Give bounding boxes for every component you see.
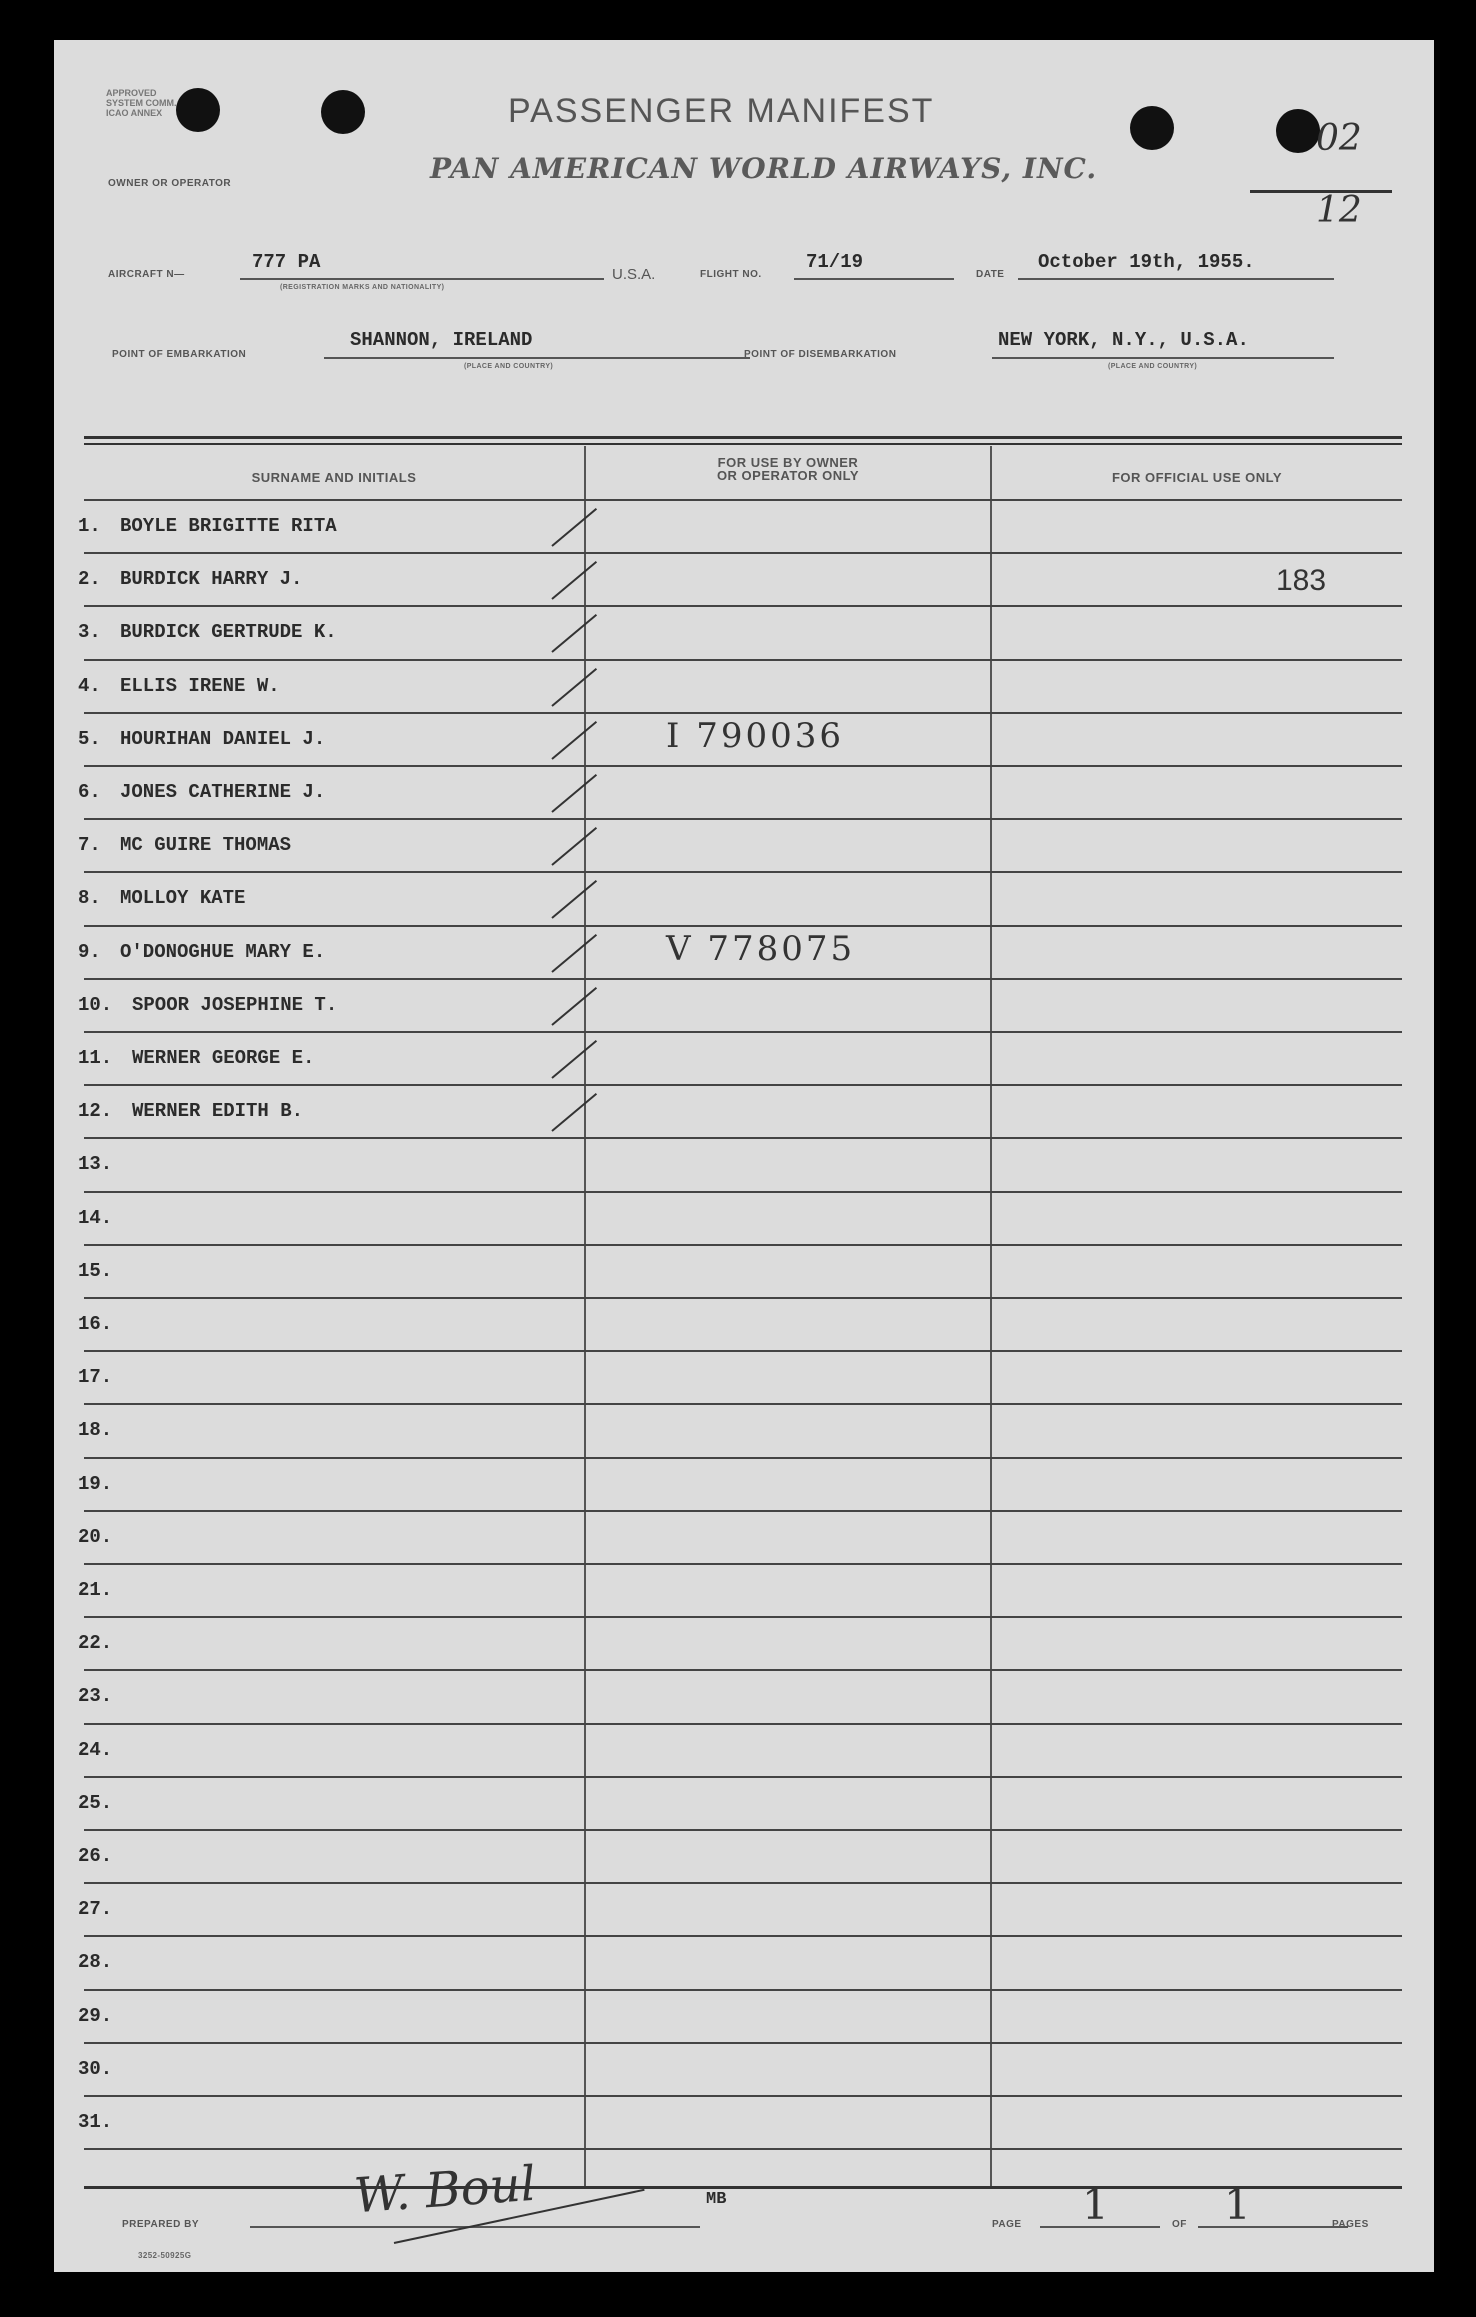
row-number: 12. <box>78 1100 113 1123</box>
check-mark <box>551 1093 597 1132</box>
row-number: 3. <box>78 621 101 644</box>
row-number: 19. <box>78 1472 113 1495</box>
row-rule <box>84 1723 1402 1725</box>
table-bottom-rule <box>84 2186 1402 2189</box>
row-number: 8. <box>78 887 101 910</box>
row-rule <box>84 1350 1402 1352</box>
row-number: 1. <box>78 515 101 537</box>
row-rule <box>84 1776 1402 1778</box>
passenger-name: O'DONOGHUE MARY E. <box>120 940 326 963</box>
row-number: 17. <box>78 1366 113 1389</box>
row-rule <box>84 659 1402 661</box>
header-rule <box>84 499 1402 501</box>
corner-note-top: 02 <box>1316 118 1362 159</box>
row-number: 14. <box>78 1206 113 1229</box>
row-number: 30. <box>78 2057 113 2080</box>
punch-hole <box>1130 106 1174 150</box>
column-divider <box>584 446 586 2188</box>
check-mark <box>551 934 597 973</box>
aircraft-label: AIRCRAFT N— <box>108 269 185 280</box>
row-rule <box>84 1882 1402 1884</box>
owner-value: PAN AMERICAN WORLD AIRWAYS, INC. <box>430 152 1098 185</box>
row-rule <box>84 1669 1402 1671</box>
row-number: 13. <box>78 1153 113 1176</box>
passenger-name: BOYLE BRIGITTE RITA <box>120 515 337 537</box>
of-underline <box>1198 2226 1348 2228</box>
row-number: 5. <box>78 727 101 750</box>
check-mark <box>551 827 597 866</box>
check-mark <box>551 774 597 813</box>
row-number: 10. <box>78 993 113 1016</box>
registration-caption: (REGISTRATION MARKS AND NATIONALITY) <box>280 284 445 291</box>
date-underline <box>1018 278 1334 280</box>
passenger-name: SPOOR JOSEPHINE T. <box>132 993 338 1016</box>
row-number: 4. <box>78 674 101 697</box>
row-number: 7. <box>78 834 101 857</box>
row-number: 15. <box>78 1259 113 1282</box>
row-number: 28. <box>78 1951 113 1974</box>
check-mark <box>551 561 597 600</box>
owner-label: OWNER OR OPERATOR <box>108 178 232 189</box>
table-top-rule <box>84 436 1402 439</box>
punch-hole <box>321 90 365 134</box>
disembarkation-value: NEW YORK, N.Y., U.S.A. <box>998 329 1249 351</box>
passenger-name: ELLIS IRENE W. <box>120 674 280 697</box>
row-number: 6. <box>78 781 101 803</box>
col-header-official: FOR OFFICIAL USE ONLY <box>1111 470 1283 485</box>
row-number: 16. <box>78 1313 113 1335</box>
aircraft-underline <box>240 278 604 280</box>
check-mark <box>551 987 597 1026</box>
row-rule <box>84 1244 1402 1246</box>
manifest-sheet <box>54 40 1434 2272</box>
preparer-initials: MB <box>706 2190 727 2209</box>
row-rule <box>84 1829 1402 1831</box>
col-header-owner: FOR USE BY OWNER OR OPERATOR ONLY <box>716 455 860 483</box>
punch-hole <box>1276 109 1320 153</box>
of-label: OF <box>1172 2219 1187 2230</box>
row-rule <box>84 1403 1402 1405</box>
row-rule <box>84 1457 1402 1459</box>
row-number: 11. <box>78 1047 113 1069</box>
row-number: 23. <box>78 1685 113 1708</box>
check-mark <box>551 508 597 547</box>
embarkation-label: POINT OF EMBARKATION <box>112 349 247 360</box>
date-label: DATE <box>976 269 1005 280</box>
approval-stamp: APPROVED SYSTEM COMM. ICAO ANNEX <box>106 88 177 118</box>
punch-hole <box>176 88 220 132</box>
passenger-name: MC GUIRE THOMAS <box>120 834 292 857</box>
row-number: 22. <box>78 1632 113 1655</box>
check-mark <box>551 1040 597 1079</box>
passenger-name: BURDICK GERTRUDE K. <box>120 621 337 644</box>
col-header-names: SURNAME AND INITIALS <box>251 470 417 485</box>
row-number: 2. <box>78 568 101 591</box>
row-rule <box>84 2042 1402 2044</box>
owner-note: I 790036 <box>666 715 845 756</box>
row-number: 20. <box>78 1525 113 1548</box>
row-rule <box>84 925 1402 927</box>
row-rule <box>84 818 1402 820</box>
row-rule <box>84 978 1402 980</box>
of-value: 1 <box>1224 2180 1251 2229</box>
passenger-name: MOLLOY KATE <box>120 887 246 910</box>
check-mark <box>551 880 597 919</box>
row-number: 25. <box>78 1791 113 1814</box>
table-top-rule-2 <box>84 443 1402 445</box>
row-rule <box>84 1297 1402 1299</box>
prepared-label: PREPARED BY <box>122 2219 199 2230</box>
form-number: 3252-50925G <box>138 2251 192 2260</box>
flight-underline <box>794 278 954 280</box>
embarkation-caption: (PLACE AND COUNTRY) <box>464 363 554 370</box>
embarkation-value: SHANNON, IRELAND <box>350 329 533 351</box>
row-rule <box>84 871 1402 873</box>
row-rule <box>84 1031 1402 1033</box>
row-rule <box>84 1510 1402 1512</box>
column-divider <box>990 446 992 2188</box>
row-number: 9. <box>78 940 101 963</box>
passenger-name: JONES CATHERINE J. <box>120 781 326 803</box>
row-rule <box>84 2148 1402 2150</box>
row-number: 26. <box>78 1845 113 1867</box>
row-rule <box>84 712 1402 714</box>
pages-label: PAGES <box>1332 2219 1369 2230</box>
row-number: 29. <box>78 2004 113 2027</box>
check-mark <box>551 668 597 707</box>
row-rule <box>84 1935 1402 1937</box>
disembarkation-label: POINT OF DISEMBARKATION <box>744 349 897 360</box>
passenger-name: WERNER EDITH B. <box>132 1100 304 1123</box>
official-note: 183 <box>1276 564 1327 598</box>
embarkation-underline <box>324 357 750 359</box>
check-mark <box>551 614 597 653</box>
page-title: PASSENGER MANIFEST <box>508 92 935 130</box>
passenger-name: HOURIHAN DANIEL J. <box>120 727 326 750</box>
flight-label: FLIGHT NO. <box>700 269 762 280</box>
row-number: 27. <box>78 1898 113 1921</box>
usa-label: U.S.A. <box>612 266 656 283</box>
corner-note-bottom: 12 <box>1316 190 1362 231</box>
row-number: 18. <box>78 1419 113 1442</box>
date-value: October 19th, 1955. <box>1038 251 1255 273</box>
page-value: 1 <box>1082 2180 1109 2229</box>
row-number: 24. <box>78 1738 113 1761</box>
disembarkation-caption: (PLACE AND COUNTRY) <box>1108 363 1198 370</box>
owner-note: V 778075 <box>666 928 856 969</box>
passenger-name: WERNER GEORGE E. <box>132 1047 315 1069</box>
row-rule <box>84 1989 1402 1991</box>
aircraft-value: 777 PA <box>252 251 321 273</box>
flight-value: 71/19 <box>806 251 864 273</box>
row-rule <box>84 1137 1402 1139</box>
row-rule <box>84 1191 1402 1193</box>
row-rule <box>84 765 1402 767</box>
row-rule <box>84 1616 1402 1618</box>
row-rule <box>84 605 1402 607</box>
row-number: 21. <box>78 1579 113 1601</box>
check-mark <box>551 721 597 760</box>
row-rule <box>84 1084 1402 1086</box>
row-number: 31. <box>78 2111 113 2133</box>
passenger-name: BURDICK HARRY J. <box>120 568 303 591</box>
row-rule <box>84 2095 1402 2097</box>
page-label: PAGE <box>992 2219 1022 2230</box>
signature: W. Boul <box>352 2155 538 2225</box>
row-rule <box>84 552 1402 554</box>
row-rule <box>84 1563 1402 1565</box>
disembarkation-underline <box>992 357 1334 359</box>
